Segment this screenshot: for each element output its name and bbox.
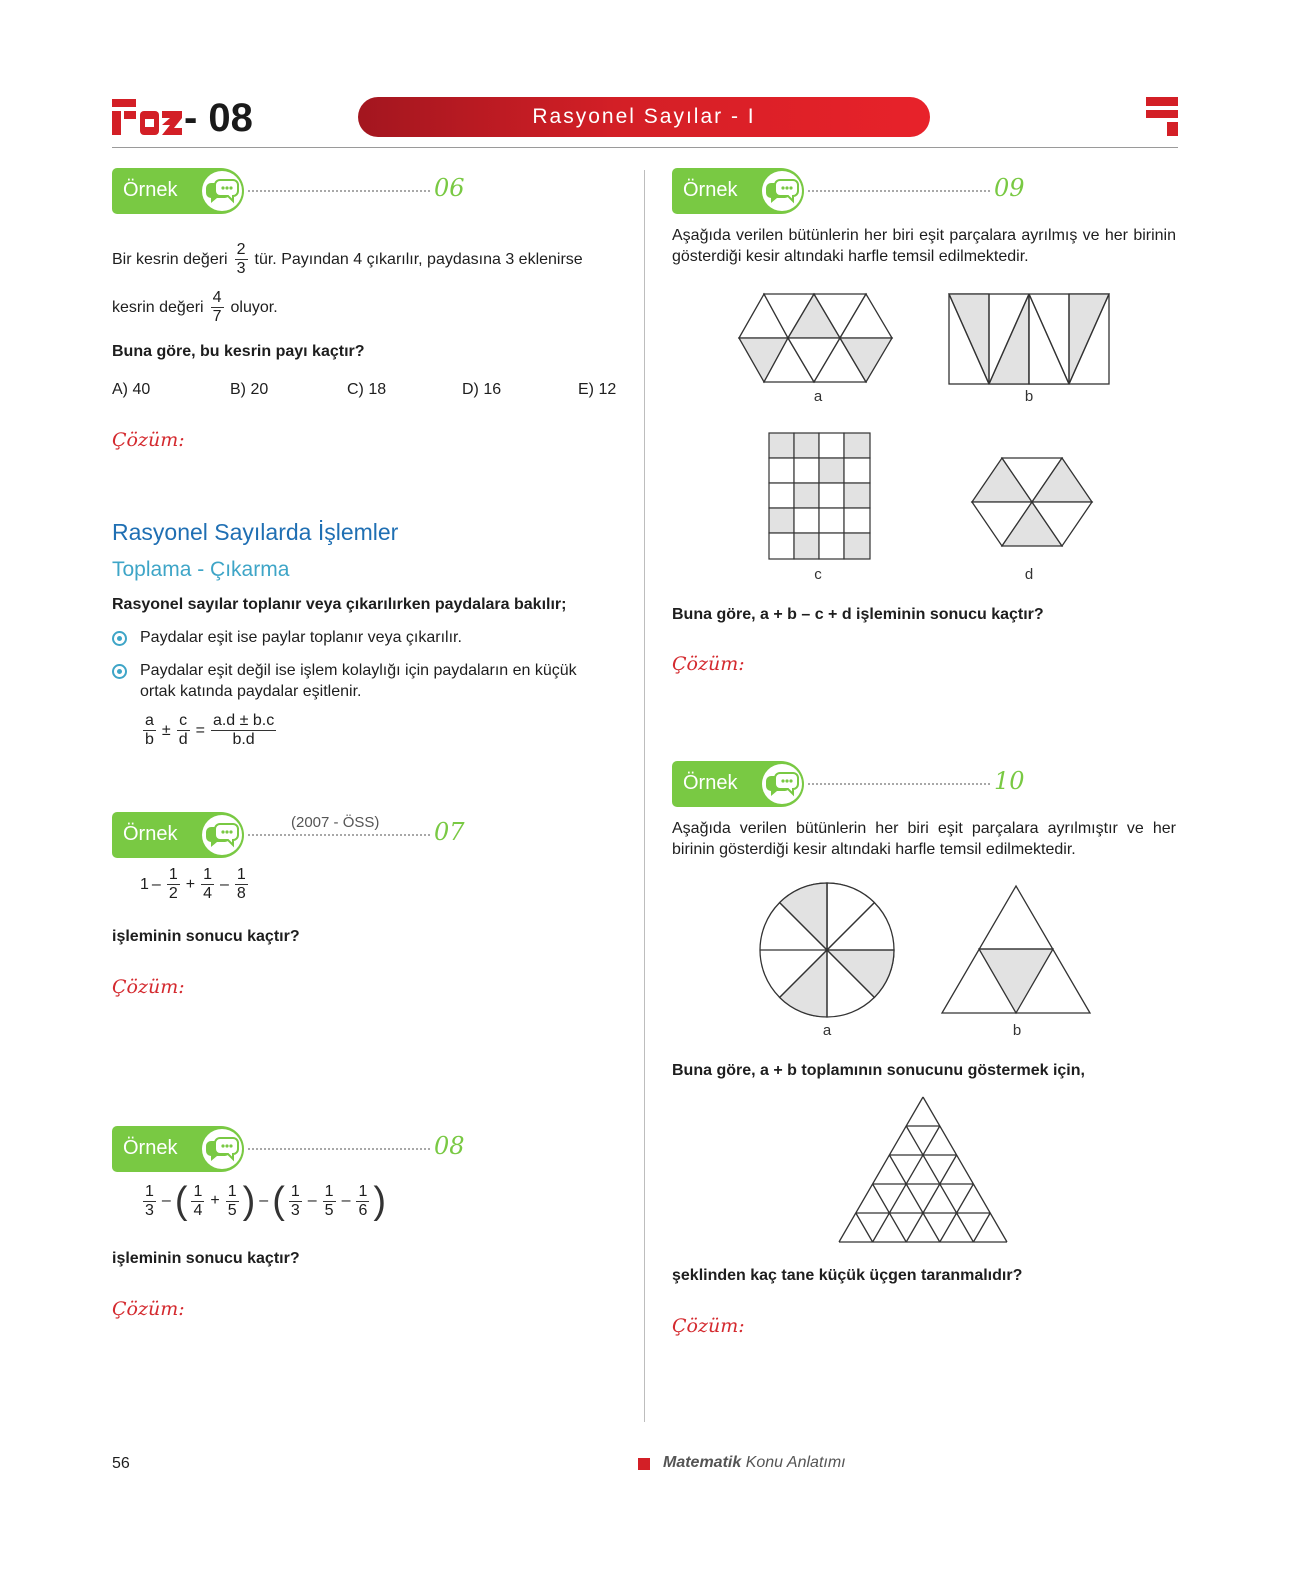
figure-hexagon-d <box>969 456 1095 548</box>
column-divider <box>644 170 645 1422</box>
choice-a: A) 40 <box>112 381 151 398</box>
e07-expression: 1 – $\frac{1}{2}$ + $\frac{1}{4}$ – $\frac{1}{8}$ <box>140 866 246 902</box>
fraction: $\frac{1}{3}$ <box>290 1182 300 1219</box>
e06-line2-pre: kesrin değeri <box>112 299 204 316</box>
e08-question: işleminin sonucu kaçtır? <box>112 1250 300 1267</box>
bullet-icon <box>112 664 127 679</box>
speech-bubble-icon <box>762 764 802 804</box>
choice-d: D) 16 <box>462 381 502 398</box>
triangle-edge <box>889 1155 939 1242</box>
e06-line1 <box>112 241 583 278</box>
solution-label: Çözüm: <box>112 1298 185 1320</box>
section-intro: Rasyonel sayılar toplanır veya çıkarılırken paydalara bakılır; <box>112 596 567 613</box>
figure-grid-c <box>767 431 873 561</box>
solution-label: Çözüm: <box>672 1315 745 1337</box>
example-header-06 <box>112 168 472 214</box>
choice-b: B) 20 <box>230 381 269 398</box>
solution-label: Çözüm: <box>112 429 185 451</box>
triangle-edge <box>906 1155 956 1242</box>
figure-rectangle-b <box>947 292 1111 386</box>
fraction: $\frac{a}{b}$ <box>145 712 154 748</box>
figure-hexagon-a <box>736 292 896 387</box>
formula: $\frac{a}{b}$ ± $\frac{c}{d}$ = $\frac{a.d \pm b.c}{b.d}$ <box>145 712 275 748</box>
fraction: $\frac{1}{5}$ <box>324 1182 334 1219</box>
source-note: (2007 - ÖSS) <box>291 814 380 831</box>
fraction: $\frac{2}{3}$ <box>236 241 246 277</box>
triangle-edge <box>839 1097 923 1242</box>
e10-question2: şeklinden kaç tane küçük üçgen taranmalıdır? <box>672 1267 1023 1284</box>
example-number: 08 <box>434 1132 465 1160</box>
fraction: $\frac{1}{3}$ <box>145 1182 154 1219</box>
e08-expression: $\frac{1}{3}$ – ( $\frac{1}{4}$ + $\frac{1}{5}$ ) – ( $\frac{1}{3}$ – $\frac{1}{5}$ – $\frac{1}{6}$ ) <box>145 1180 387 1222</box>
e06-line2 <box>112 289 278 326</box>
book-title-bold: Matematik <box>663 1454 742 1471</box>
book-title <box>663 1454 846 1472</box>
speech-bubble-icon <box>202 1129 242 1169</box>
ornek-label: Örnek <box>683 772 738 794</box>
choice-c: C) 18 <box>347 381 387 398</box>
triangle-edge <box>856 1213 873 1242</box>
dotted-leader <box>248 834 430 836</box>
figure-label-b: b <box>1024 388 1034 405</box>
e09-text: Aşağıda verilen bütünlerin her biri eşit parçalara ayrılmış ve her birinin gösterdiği kesir altındaki harfle temsil edilmektedir. <box>672 227 1176 265</box>
fraction: $\frac{1}{6}$ <box>358 1182 368 1219</box>
ornek-label: Örnek <box>123 179 178 201</box>
example-number: 06 <box>434 174 465 202</box>
dotted-leader <box>808 190 990 192</box>
solution-label: Çözüm: <box>672 653 745 675</box>
fraction: $\frac{1}{4}$ <box>193 1182 203 1219</box>
chapter-title-bar: Rasyonel Sayılar - I <box>358 97 930 137</box>
section-subtitle: Toplama - Çıkarma <box>112 558 290 581</box>
speech-bubble-icon <box>202 171 242 211</box>
bullet-2a: Paydalar eşit değil ise işlem kolaylığı için paydaların en küçük <box>140 662 577 679</box>
e06-question: Buna göre, bu kesrin payı kaçtır? <box>112 343 365 360</box>
page-number: 56 <box>112 1455 130 1472</box>
fraction: $\frac{1}{8}$ <box>236 866 246 902</box>
dotted-leader <box>808 783 990 785</box>
e06-line1-post: tür. Payından 4 çıkarılır, paydasına 3 eklenirse <box>254 251 583 268</box>
example-header-09 <box>672 168 1032 214</box>
faz-number: - 08 <box>184 96 253 140</box>
bullet-icon <box>112 631 127 646</box>
ornek-label: Örnek <box>123 823 178 845</box>
example-number: 09 <box>994 174 1025 202</box>
footer-square-icon <box>638 1458 650 1470</box>
speech-bubble-icon <box>762 171 802 211</box>
fraction: $\frac{1}{4}$ <box>203 866 212 902</box>
corner-logo-icon <box>1146 97 1178 137</box>
example-header-07 <box>112 812 472 858</box>
figure-label-d: d <box>1024 566 1034 583</box>
figure-label-a: a <box>813 388 823 405</box>
example-number: 07 <box>434 818 465 846</box>
bullet-2b: ortak katında paydalar eşitlenir. <box>140 683 362 700</box>
header-rule <box>112 147 1178 148</box>
faz-logo <box>112 97 182 137</box>
section-title: Rasyonel Sayılarda İşlemler <box>112 519 399 545</box>
figure-big-triangle <box>836 1094 1011 1246</box>
fraction: $\frac{1}{2}$ <box>168 866 178 902</box>
book-title-rest: Konu Anlatımı <box>741 1454 846 1471</box>
figure-triangle-b <box>940 884 1092 1016</box>
triangle-edge <box>923 1097 1007 1242</box>
e07-question: işleminin sonucu kaçtır? <box>112 928 300 945</box>
e10-text: Aşağıda verilen bütünlerin her biri eşit parçalara ayrılmıştır ve her birinin gösterdiği kesir altındaki harfle temsil edilmektedir. <box>672 820 1176 858</box>
e06-line1-pre: Bir kesrin değeri <box>112 251 228 268</box>
fraction: $\frac{a.d \pm b.c}{b.d}$ <box>212 712 275 748</box>
example-header-08 <box>112 1126 472 1172</box>
figure-label-b: b <box>1012 1022 1022 1039</box>
dotted-leader <box>248 1148 430 1150</box>
figure-label-c: c <box>814 566 822 583</box>
fraction: $\frac{4}{7}$ <box>212 289 222 325</box>
e06-line2-post: oluyor. <box>230 299 278 316</box>
example-number: 10 <box>994 767 1025 795</box>
e10-question1: Buna göre, a + b toplamının sonucunu göstermek için, <box>672 1062 1085 1079</box>
example-header-10 <box>672 761 1032 807</box>
fraction: $\frac{c}{d}$ <box>178 712 188 748</box>
figure-circle-a <box>757 880 897 1020</box>
speech-bubble-icon <box>202 815 242 855</box>
ornek-label: Örnek <box>683 179 738 201</box>
figure-label-a: a <box>822 1022 832 1039</box>
fraction: $\frac{1}{5}$ <box>227 1182 237 1219</box>
choice-e: E) 12 <box>578 381 617 398</box>
triangle-edge <box>973 1213 990 1242</box>
dotted-leader <box>248 190 430 192</box>
e09-question: Buna göre, a + b – c + d işleminin sonucu kaçtır? <box>672 606 1044 623</box>
bullet-1: Paydalar eşit ise paylar toplanır veya çıkarılır. <box>140 629 462 646</box>
ornek-label: Örnek <box>123 1137 178 1159</box>
solution-label: Çözüm: <box>112 976 185 998</box>
